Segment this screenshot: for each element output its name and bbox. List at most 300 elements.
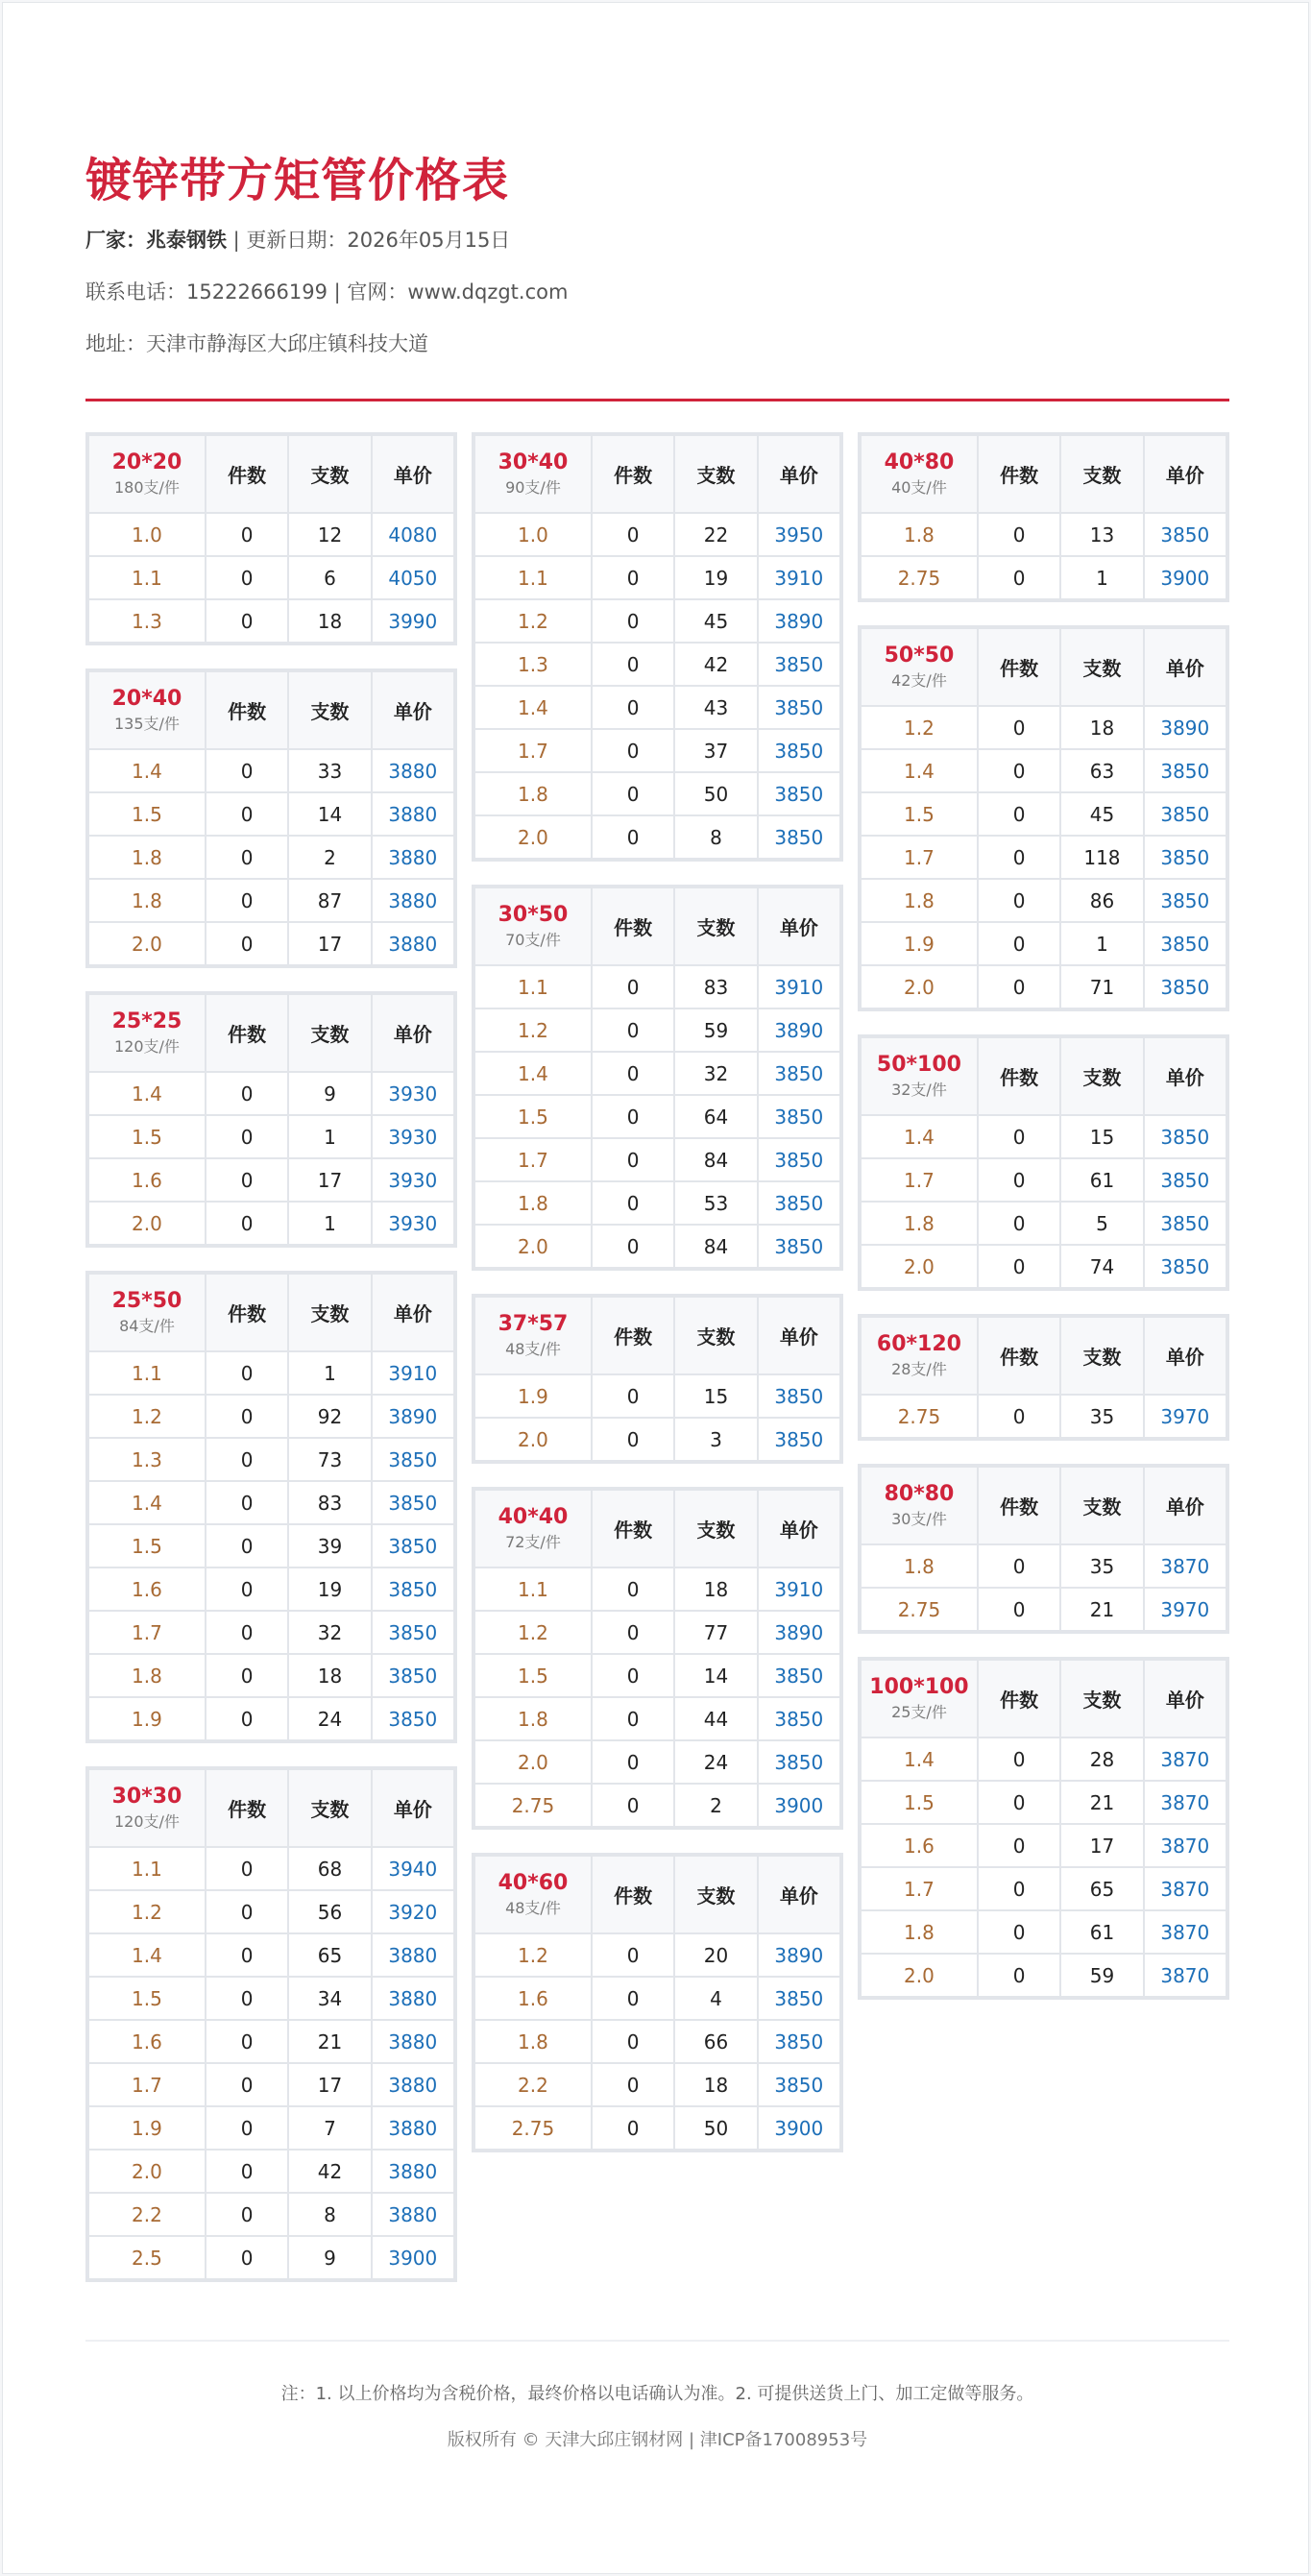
- count-cell: 43: [674, 686, 757, 729]
- price-cell: 3900: [758, 2106, 840, 2150]
- price-table-card: [472, 1853, 843, 2152]
- spec-pack-unit: 70支/件: [505, 930, 561, 949]
- thickness-cell: 1.5: [88, 1977, 206, 2020]
- price-table-card: [85, 668, 457, 968]
- thickness-cell: 1.6: [88, 1158, 206, 1202]
- price-header: 单价: [372, 1274, 454, 1351]
- pieces-cell: 0: [978, 879, 1060, 922]
- thickness-cell: 1.8: [474, 2020, 592, 2063]
- table-row: [88, 1395, 454, 1438]
- count-header: 支数: [1060, 1317, 1143, 1395]
- pieces-cell: 0: [592, 1740, 674, 1784]
- count-cell: 6: [288, 556, 371, 599]
- price-cell: 3870: [1144, 1824, 1226, 1867]
- spec-size: 50*50: [884, 643, 955, 668]
- pieces-cell: 0: [206, 599, 288, 643]
- pieces-header: 件数: [206, 994, 288, 1072]
- table-row: [474, 772, 840, 815]
- spec-header: [88, 671, 206, 749]
- thickness-cell: 2.75: [861, 1395, 978, 1438]
- pieces-header: 件数: [592, 887, 674, 965]
- price-table-header: [861, 1660, 1226, 1738]
- price-cell: 3850: [758, 729, 840, 772]
- thickness-cell: 1.8: [474, 1697, 592, 1740]
- price-table-card: [85, 991, 457, 1248]
- pieces-cell: 0: [206, 1158, 288, 1202]
- spec-size: 30*50: [498, 902, 569, 927]
- price-cell: 3900: [1144, 556, 1226, 599]
- header-row: [474, 1490, 840, 1567]
- count-cell: 83: [288, 1481, 371, 1524]
- pieces-cell: 0: [592, 1697, 674, 1740]
- pieces-cell: 0: [978, 922, 1060, 965]
- pieces-cell: 0: [206, 836, 288, 879]
- price-table: [860, 1316, 1227, 1439]
- header-row: [861, 1467, 1226, 1544]
- pieces-cell: 0: [206, 556, 288, 599]
- count-cell: 1: [1060, 922, 1143, 965]
- price-cell: 3890: [758, 1611, 840, 1654]
- thickness-cell: 2.0: [88, 2150, 206, 2193]
- price-cell: 3880: [372, 2020, 454, 2063]
- pieces-cell: 0: [978, 706, 1060, 749]
- table-row: [474, 556, 840, 599]
- pieces-cell: 0: [206, 2193, 288, 2236]
- count-cell: 86: [1060, 879, 1143, 922]
- spec-header: [474, 1297, 592, 1374]
- pieces-cell: 0: [592, 772, 674, 815]
- price-table-card: [858, 625, 1229, 1011]
- pieces-cell: 0: [592, 1654, 674, 1697]
- count-cell: 3: [674, 1418, 757, 1461]
- count-cell: 4: [674, 1977, 757, 2020]
- manufacturer-name: 兆泰钢铁: [146, 229, 227, 252]
- price-table-card: [472, 885, 843, 1271]
- table-row: [88, 1351, 454, 1395]
- thickness-cell: 1.6: [474, 1977, 592, 2020]
- pieces-cell: 0: [592, 686, 674, 729]
- price-cell: 3870: [1144, 1867, 1226, 1910]
- count-cell: 21: [1060, 1781, 1143, 1824]
- price-cell: 3850: [372, 1611, 454, 1654]
- pieces-cell: 0: [978, 1395, 1060, 1438]
- spec-pack-unit: 135支/件: [113, 714, 180, 733]
- count-header: 支数: [288, 671, 371, 749]
- price-header: 单价: [758, 1297, 840, 1374]
- count-cell: 1: [1060, 556, 1143, 599]
- table-row: [474, 1654, 840, 1697]
- pieces-cell: 0: [592, 1181, 674, 1225]
- count-header: 支数: [1060, 1660, 1143, 1738]
- price-cell: 3970: [1144, 1588, 1226, 1631]
- pieces-cell: 0: [206, 1654, 288, 1697]
- count-cell: 18: [674, 1567, 757, 1611]
- pieces-cell: 0: [206, 1395, 288, 1438]
- price-table: [860, 627, 1227, 1009]
- thickness-cell: 2.75: [474, 1784, 592, 1827]
- price-table-header: [88, 435, 454, 513]
- price-table-body: [861, 1738, 1226, 1997]
- thickness-cell: 1.8: [88, 1654, 206, 1697]
- count-cell: 1: [288, 1202, 371, 1245]
- table-row: [88, 1933, 454, 1977]
- count-cell: 19: [674, 556, 757, 599]
- thickness-cell: 1.7: [474, 729, 592, 772]
- pieces-cell: 0: [592, 2063, 674, 2106]
- count-cell: 18: [288, 1654, 371, 1697]
- price-cell: 3940: [372, 1847, 454, 1890]
- table-row: [88, 1654, 454, 1697]
- price-column-1: [85, 432, 457, 2305]
- count-cell: 34: [288, 1977, 371, 2020]
- pieces-header: 件数: [978, 1037, 1060, 1115]
- pieces-cell: 0: [978, 1245, 1060, 1288]
- count-cell: 2: [288, 836, 371, 879]
- thickness-cell: 1.4: [88, 749, 206, 792]
- thickness-cell: 1.2: [474, 1009, 592, 1052]
- pieces-cell: 0: [592, 1052, 674, 1095]
- thickness-cell: 1.4: [88, 1072, 206, 1115]
- thickness-cell: 1.5: [88, 1115, 206, 1158]
- price-table-body: [861, 1115, 1226, 1288]
- count-cell: 32: [674, 1052, 757, 1095]
- price-table-body: [474, 1933, 840, 2150]
- header-row: [861, 1660, 1226, 1738]
- price-cell: 3850: [758, 1052, 840, 1095]
- price-header: 单价: [1144, 628, 1226, 706]
- count-header: 支数: [674, 887, 757, 965]
- price-cell: 3890: [372, 1395, 454, 1438]
- price-table-header: [88, 1274, 454, 1351]
- price-cell: 3880: [372, 879, 454, 922]
- count-cell: 21: [1060, 1588, 1143, 1631]
- thickness-cell: 1.8: [861, 879, 978, 922]
- pieces-cell: 0: [592, 643, 674, 686]
- count-cell: 15: [674, 1374, 757, 1418]
- price-cell: 3850: [372, 1654, 454, 1697]
- footer-note: 注：1. 以上价格均为含税价格，最终价格以电话确认为准。2. 可提供送货上门、加工定做等服务。: [280, 2384, 1034, 2404]
- header-row: [861, 435, 1226, 513]
- pieces-cell: 0: [592, 599, 674, 643]
- table-row: [861, 1954, 1226, 1997]
- price-table-header: [861, 1467, 1226, 1544]
- count-cell: 35: [1060, 1395, 1143, 1438]
- spec-pack-unit: 42支/件: [891, 670, 947, 690]
- table-row: [88, 599, 454, 643]
- count-cell: 74: [1060, 1245, 1143, 1288]
- pieces-cell: 0: [592, 1567, 674, 1611]
- price-cell: 3850: [1144, 513, 1226, 556]
- spec-header: [474, 1856, 592, 1933]
- count-cell: 33: [288, 749, 371, 792]
- price-cell: 3880: [372, 2150, 454, 2193]
- spec-size: 20*20: [111, 450, 182, 474]
- pieces-cell: 0: [206, 1977, 288, 2020]
- price-table: [473, 887, 841, 1269]
- table-row: [861, 965, 1226, 1009]
- count-cell: 14: [288, 792, 371, 836]
- price-table-header: [474, 1490, 840, 1567]
- count-cell: 37: [674, 729, 757, 772]
- thickness-cell: 2.75: [861, 1588, 978, 1631]
- thickness-cell: 1.2: [861, 706, 978, 749]
- pieces-cell: 0: [978, 1588, 1060, 1631]
- spec-header: [861, 628, 978, 706]
- spec-size: 37*57: [498, 1311, 569, 1336]
- thickness-cell: 1.1: [88, 1351, 206, 1395]
- price-header: 单价: [372, 994, 454, 1072]
- count-cell: 18: [1060, 706, 1143, 749]
- table-row: [88, 836, 454, 879]
- price-table-header: [474, 435, 840, 513]
- thickness-cell: 1.8: [88, 836, 206, 879]
- price-table-body: [474, 1567, 840, 1827]
- pieces-cell: 0: [592, 1418, 674, 1461]
- price-table-header: [861, 1317, 1226, 1395]
- pieces-cell: 0: [978, 965, 1060, 1009]
- table-row: [88, 2063, 454, 2106]
- spec-pack-unit: 30支/件: [891, 1509, 947, 1528]
- pieces-cell: 0: [206, 1567, 288, 1611]
- spec-size: 30*30: [111, 1784, 182, 1809]
- spec-header: [861, 1660, 978, 1738]
- price-cell: 3870: [1144, 1781, 1226, 1824]
- count-cell: 84: [674, 1225, 757, 1268]
- pieces-cell: 0: [206, 513, 288, 556]
- thickness-cell: 2.2: [474, 2063, 592, 2106]
- count-cell: 24: [674, 1740, 757, 1784]
- table-row: [861, 1738, 1226, 1781]
- price-cell: 3930: [372, 1072, 454, 1115]
- price-cell: 3910: [758, 965, 840, 1009]
- price-table: [87, 993, 455, 1246]
- count-header: 支数: [1060, 628, 1143, 706]
- price-cell: 3850: [758, 686, 840, 729]
- pieces-cell: 0: [978, 1544, 1060, 1588]
- count-cell: 1: [288, 1351, 371, 1395]
- count-header: 支数: [674, 435, 757, 513]
- table-row: [861, 879, 1226, 922]
- thickness-cell: 1.2: [88, 1890, 206, 1933]
- thickness-cell: 1.2: [474, 1933, 592, 1977]
- pieces-cell: 0: [206, 1438, 288, 1481]
- price-cell: 3850: [1144, 965, 1226, 1009]
- spec-pack-unit: 32支/件: [891, 1080, 947, 1099]
- pieces-cell: 0: [978, 556, 1060, 599]
- count-cell: 8: [288, 2193, 371, 2236]
- price-table-body: [474, 513, 840, 859]
- header-divider: [85, 399, 1229, 401]
- spec-header: [861, 1467, 978, 1544]
- header-row: [474, 887, 840, 965]
- pieces-cell: 0: [206, 1524, 288, 1567]
- price-cell: 3850: [372, 1524, 454, 1567]
- pieces-cell: 0: [206, 2063, 288, 2106]
- price-table-card: [85, 432, 457, 645]
- pieces-cell: 0: [592, 556, 674, 599]
- table-row: [88, 1072, 454, 1115]
- price-table-body: [861, 706, 1226, 1009]
- table-row: [88, 879, 454, 922]
- pieces-cell: 0: [978, 1202, 1060, 1245]
- price-table: [473, 1296, 841, 1462]
- pieces-cell: 0: [206, 1697, 288, 1740]
- table-row: [861, 1910, 1226, 1954]
- pieces-cell: 0: [978, 1954, 1060, 1997]
- pieces-cell: 0: [206, 1351, 288, 1395]
- table-row: [861, 1395, 1226, 1438]
- price-cell: 3910: [758, 1567, 840, 1611]
- pieces-cell: 0: [978, 1158, 1060, 1202]
- price-table: [87, 434, 455, 644]
- table-row: [861, 1202, 1226, 1245]
- count-cell: 53: [674, 1181, 757, 1225]
- price-table-header: [861, 1037, 1226, 1115]
- pieces-cell: 0: [206, 1202, 288, 1245]
- spec-header: [861, 1037, 978, 1115]
- price-table-body: [861, 1544, 1226, 1631]
- price-cell: 3850: [1144, 1245, 1226, 1288]
- price-cell: 3850: [1144, 879, 1226, 922]
- table-row: [474, 2106, 840, 2150]
- thickness-cell: 1.1: [474, 556, 592, 599]
- pieces-header: 件数: [978, 435, 1060, 513]
- thickness-cell: 2.0: [861, 1954, 978, 1997]
- pieces-cell: 0: [206, 792, 288, 836]
- count-header: 支数: [288, 435, 371, 513]
- price-cell: 3850: [758, 2063, 840, 2106]
- thickness-cell: 1.7: [861, 1158, 978, 1202]
- count-cell: 71: [1060, 965, 1143, 1009]
- pieces-header: 件数: [592, 1490, 674, 1567]
- count-cell: 24: [288, 1697, 371, 1740]
- count-cell: 42: [674, 643, 757, 686]
- price-table: [860, 1659, 1227, 1998]
- table-row: [88, 1697, 454, 1740]
- price-cell: 3850: [758, 1225, 840, 1268]
- price-header: 单价: [758, 435, 840, 513]
- price-cell: 3870: [1144, 1910, 1226, 1954]
- price-cell: 3850: [1144, 836, 1226, 879]
- price-column-2: [472, 432, 843, 2175]
- table-row: [88, 1202, 454, 1245]
- price-table: [473, 1489, 841, 1828]
- price-cell: 3850: [372, 1567, 454, 1611]
- pieces-header: 件数: [206, 1274, 288, 1351]
- price-header: 单价: [372, 435, 454, 513]
- pieces-cell: 0: [978, 1910, 1060, 1954]
- price-header: 单价: [1144, 1037, 1226, 1115]
- pieces-header: 件数: [592, 435, 674, 513]
- price-table-card: [85, 1271, 457, 1743]
- count-header: 支数: [1060, 1467, 1143, 1544]
- thickness-cell: 1.3: [474, 643, 592, 686]
- price-cell: 4050: [372, 556, 454, 599]
- page-title: 镀锌带方矩管价格表: [85, 154, 510, 207]
- pieces-header: 件数: [978, 1660, 1060, 1738]
- table-row: [474, 643, 840, 686]
- footer-divider: [85, 2340, 1229, 2342]
- price-cell: 3850: [758, 1138, 840, 1181]
- price-cell: 3880: [372, 2063, 454, 2106]
- header-row: [88, 671, 454, 749]
- price-cell: 3850: [1144, 1202, 1226, 1245]
- count-cell: 64: [674, 1095, 757, 1138]
- table-row: [474, 1052, 840, 1095]
- price-cell: 3880: [372, 2106, 454, 2150]
- thickness-cell: 2.0: [861, 965, 978, 1009]
- price-header: 单价: [1144, 1317, 1226, 1395]
- thickness-cell: 1.2: [474, 1611, 592, 1654]
- pieces-cell: 0: [206, 2150, 288, 2193]
- table-row: [861, 513, 1226, 556]
- price-table-header: [474, 1297, 840, 1374]
- thickness-cell: 1.4: [88, 1933, 206, 1977]
- price-header: 单价: [1144, 1467, 1226, 1544]
- pieces-cell: 0: [592, 1784, 674, 1827]
- count-cell: 15: [1060, 1115, 1143, 1158]
- count-cell: 44: [674, 1697, 757, 1740]
- spec-header: [474, 1490, 592, 1567]
- header-row: [474, 1856, 840, 1933]
- price-cell: 3880: [372, 792, 454, 836]
- thickness-cell: 1.8: [474, 772, 592, 815]
- thickness-cell: 1.1: [88, 1847, 206, 1890]
- count-header: 支数: [1060, 435, 1143, 513]
- thickness-cell: 1.5: [88, 792, 206, 836]
- price-cell: 3880: [372, 749, 454, 792]
- table-row: [474, 599, 840, 643]
- thickness-cell: 1.8: [861, 1544, 978, 1588]
- price-table-header: [88, 671, 454, 749]
- price-sheet-page: [2, 2, 1309, 2574]
- price-cell: 3950: [758, 513, 840, 556]
- table-row: [88, 513, 454, 556]
- price-header: 单价: [1144, 1660, 1226, 1738]
- thickness-cell: 1.8: [861, 513, 978, 556]
- price-table-header: [474, 887, 840, 965]
- price-table-card: [472, 432, 843, 862]
- table-row: [88, 1438, 454, 1481]
- price-cell: 3850: [758, 1740, 840, 1784]
- spec-size: 25*25: [111, 1009, 182, 1033]
- price-cell: 3850: [758, 1095, 840, 1138]
- price-cell: 3850: [758, 1181, 840, 1225]
- table-row: [88, 2020, 454, 2063]
- count-cell: 12: [288, 513, 371, 556]
- price-header: 单价: [758, 1856, 840, 1933]
- table-row: [474, 815, 840, 859]
- thickness-cell: 1.7: [474, 1138, 592, 1181]
- count-cell: 2: [674, 1784, 757, 1827]
- table-row: [474, 965, 840, 1009]
- count-header: 支数: [288, 1769, 371, 1847]
- pieces-header: 件数: [978, 628, 1060, 706]
- thickness-cell: 1.9: [861, 922, 978, 965]
- table-row: [88, 1115, 454, 1158]
- price-table-body: [88, 513, 454, 643]
- price-cell: 3890: [1144, 706, 1226, 749]
- table-row: [88, 2236, 454, 2279]
- price-cell: 3850: [758, 1418, 840, 1461]
- price-cell: 3850: [758, 772, 840, 815]
- count-cell: 84: [674, 1138, 757, 1181]
- thickness-cell: 2.0: [88, 922, 206, 965]
- spec-size: 40*80: [884, 450, 955, 474]
- spec-size: 100*100: [869, 1674, 969, 1699]
- thickness-cell: 1.8: [861, 1910, 978, 1954]
- pieces-cell: 0: [592, 1374, 674, 1418]
